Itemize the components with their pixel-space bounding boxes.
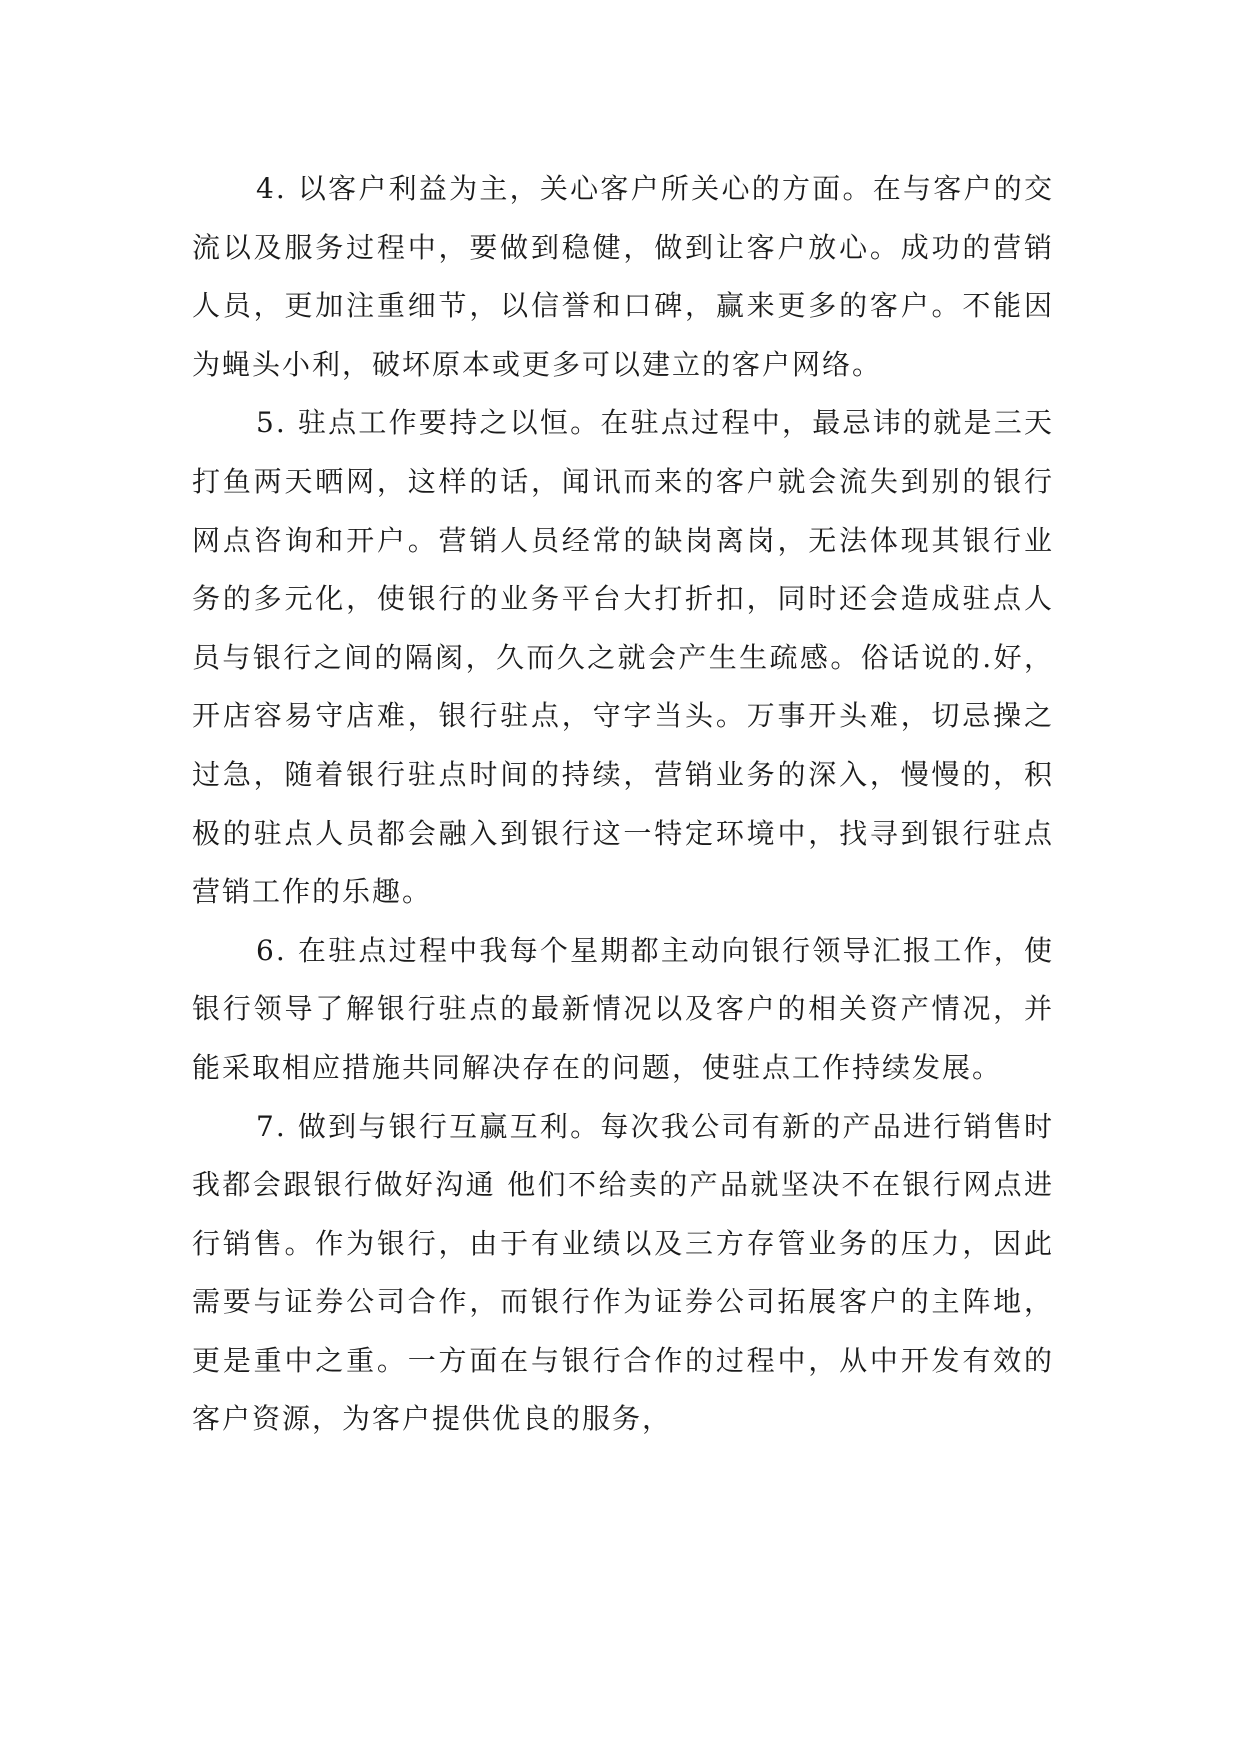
paragraph-7: 7. 做到与银行互赢互利。每次我公司有新的产品进行销售时我都会跟银行做好沟通 他们不给卖的产品就坚决不在银行网点进行销售。作为银行，由于有业绩以及三方存管业务的压力，因此需要与证券公司合作，而银行作为证券公司拓展客户的主阵地，更是重中之重。一方面在与银行合作的过程中，从中开发有效的客户资源，为客户提供优良的服务， <box>192 1109 1054 1436</box>
paragraph-4: 4. 以客户利益为主，关心客户所关心的方面。在与客户的交流以及服务过程中，要做到稳健，做到让客户放心。成功的营销人员，更加注重细节，以信誉和口碑，赢来更多的客户。不能因为蝇头小利，破坏原本或更多可以建立的客户网络。 <box>192 172 1054 381</box>
paragraph-5: 5. 驻点工作要持之以恒。在驻点过程中，最忌讳的就是三天打鱼两天晒网，这样的话，闻讯而来的客户就会流失到别的银行网点咨询和开户。营销人员经常的缺岗离岗，无法体现其银行业务的多元化，使银行的业务平台大打折扣，同时还会造成驻点人员与银行之间的隔阂，久而久之就会产生生疏感。俗话说的.好，开店容易守店难，银行驻点，守字当头。万事开头难，切忌操之过急，随着银行驻点时间的持续，营销业务的深入，慢慢的，积极的驻点人员都会融入到银行这一特定环境中，找寻到银行驻点营销工作的乐趣。 <box>192 406 1054 909</box>
document-body <box>192 160 1054 1449</box>
paragraph-6: 6. 在驻点过程中我每个星期都主动向银行领导汇报工作，使银行领导了解银行驻点的最新情况以及客户的相关资产情况，并能采取相应措施共同解决存在的问题，使驻点工作持续发展。 <box>192 933 1054 1084</box>
